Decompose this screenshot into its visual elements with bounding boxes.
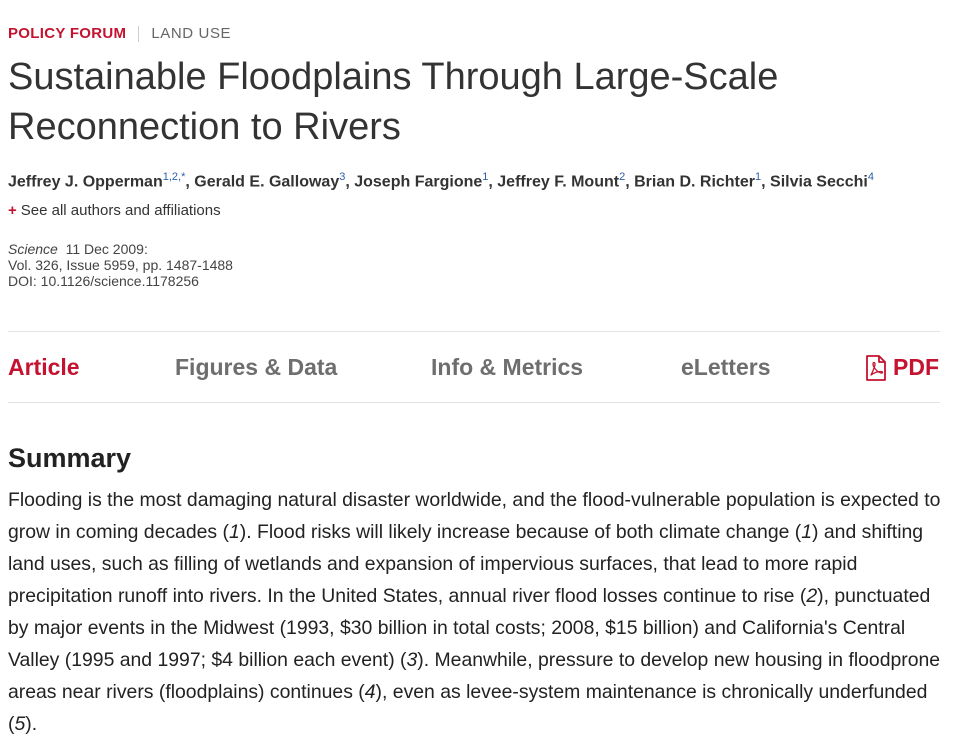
tab-figures-data[interactable]: Figures & Data	[175, 354, 338, 380]
author-name[interactable]: Silvia Secchi	[770, 173, 868, 191]
author-name[interactable]: Gerald E. Galloway	[194, 173, 340, 191]
citation-journal-line	[8, 241, 233, 257]
citation-block	[8, 241, 233, 289]
pdf-file-icon	[865, 355, 887, 381]
see-all-authors-label: See all authors and affiliations	[20, 202, 221, 219]
author-affiliation[interactable]: 1	[482, 171, 489, 183]
citation-doi: DOI: 10.1126/science.1178256	[8, 273, 199, 289]
see-all-authors-link[interactable]	[8, 202, 221, 219]
summary-text-segment: Flooding is the most damaging natural disaster worldwide, and the flood-vulnerable population is expected to grow in coming decades (	[8, 489, 941, 543]
author-name[interactable]: Jeffrey F. Mount	[497, 173, 620, 191]
author-affiliation[interactable]: 2	[619, 171, 626, 183]
kicker-divider	[138, 26, 139, 42]
summary-text-segment: ), even as levee-system maintenance is chronically underfunded (	[8, 681, 928, 735]
author-name[interactable]: Brian D. Richter	[634, 173, 756, 191]
summary-heading: Summary	[8, 443, 132, 473]
journal-name: Science	[8, 241, 58, 257]
tab-pdf[interactable]	[865, 354, 939, 381]
section-label[interactable]: POLICY FORUM	[8, 25, 127, 42]
reference-citation[interactable]: 1	[228, 521, 240, 543]
author-affiliation[interactable]: 1	[755, 171, 762, 183]
author-affiliation[interactable]: 1,2,*	[162, 171, 186, 183]
expand-plus-icon: +	[8, 202, 17, 219]
article-kicker	[8, 25, 231, 42]
author-separator: ,	[488, 173, 498, 191]
tab-eletters[interactable]: eLetters	[681, 354, 771, 380]
author-affiliation[interactable]: 4	[867, 171, 874, 183]
reference-citation[interactable]: 2	[806, 585, 818, 607]
author-separator: ,	[345, 173, 355, 191]
summary-text-segment: ). Meanwhile, pressure to develop new housing in floodprone areas near rivers (floodplains) continues (	[8, 649, 941, 703]
tab-info-metrics[interactable]: Info & Metrics	[431, 354, 584, 380]
author-separator: ,	[185, 173, 195, 191]
summary-text-segment: ), punctuated by major events in the Midwest (1993, $30 billion in total costs; 2008, $15 billion) and California's Central Valley (1995 and 1997; $4 billion each event) (	[8, 585, 931, 671]
author-separator: ,	[625, 173, 635, 191]
tab-pdf-label: PDF	[893, 354, 939, 380]
author-list	[8, 171, 958, 191]
author-affiliation[interactable]: 3	[339, 171, 346, 183]
publication-date: 11 Dec 2009:	[65, 241, 148, 257]
reference-citation[interactable]: 3	[406, 649, 418, 671]
author-name[interactable]: Joseph Fargione	[354, 173, 483, 191]
tab-article[interactable]: Article	[8, 354, 80, 380]
reference-citation[interactable]: 4	[364, 681, 376, 703]
summary-paragraph	[8, 484, 956, 740]
summary-text-segment: ). Flood risks will likely increase because of both climate change (	[239, 521, 802, 543]
topic-label[interactable]: LAND USE	[151, 25, 232, 42]
summary-text-segment: ) and shifting land uses, such as filling of wetlands and expansion of impervious surfaces, that lead to more rapid precipitation runoff into rivers. In the United States, annual river flood losses continue to rise (	[8, 521, 924, 607]
citation-volume: Vol. 326, Issue 5959, pp. 1487-1488	[8, 257, 233, 273]
summary-text-segment: ).	[25, 713, 38, 735]
article-tab-bar	[8, 331, 940, 403]
article-title: Sustainable Floodplains Through Large-Scale Reconnection to Rivers	[8, 56, 779, 148]
author-separator: ,	[761, 173, 771, 191]
author-name[interactable]: Jeffrey J. Opperman	[8, 173, 163, 191]
reference-citation[interactable]: 1	[801, 521, 813, 543]
reference-citation[interactable]: 5	[14, 713, 26, 735]
